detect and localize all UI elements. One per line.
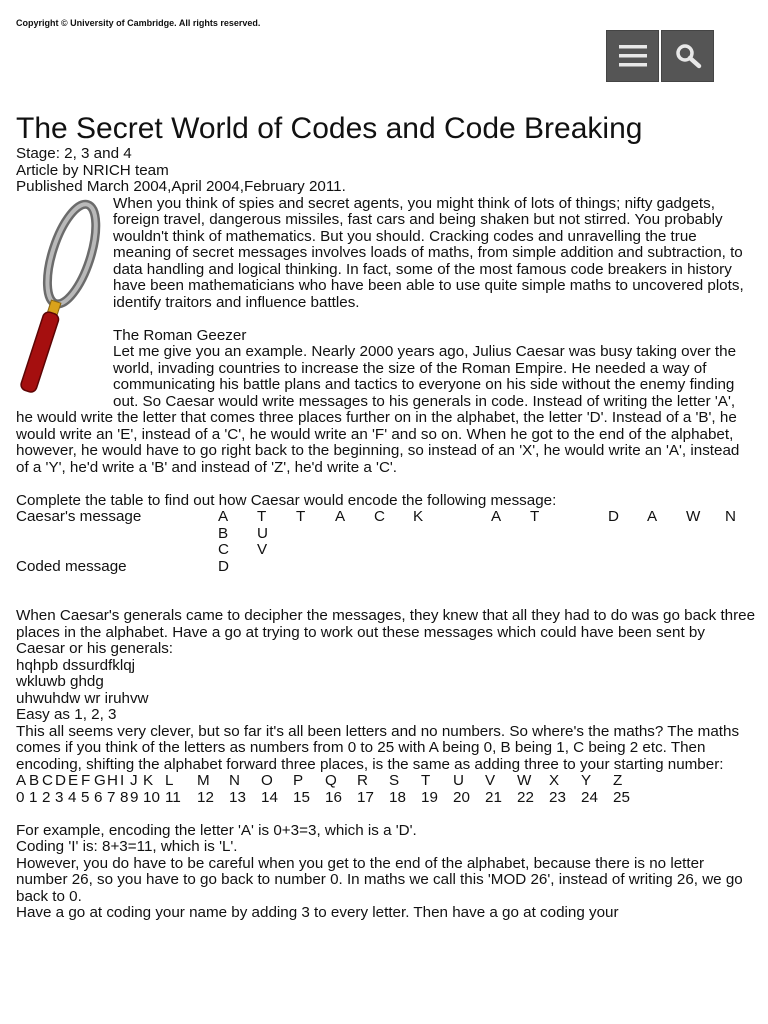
- alphabet-letter: L: [165, 772, 174, 789]
- letter-cell: U: [257, 524, 268, 542]
- author-info: Article by NRICH team: [16, 161, 169, 179]
- table-row: [16, 542, 746, 559]
- message-letters: [218, 509, 746, 526]
- alphabet-number: 13: [229, 788, 246, 806]
- alphabet-number: 6: [94, 788, 103, 806]
- alphabet-letter: M: [197, 772, 210, 789]
- alphabet-number: 0: [16, 788, 25, 806]
- roman-paragraph: Let me give you an example. Nearly 2000 years ago, Julius Caesar was busy taking over the world, invading countries to increase the size of the Roman Empire. He needed a way of communicating his battle plans and tactics to everyone on his side without the enemy finding out. So Caesar would write messages to his generals in code. Instead of writing the letter 'A', he would write the letter that comes three places further on in the alphabet, the letter 'D'. Instead of a 'B', he would write an 'E', instead of a 'C', he would write an 'F' and so on. When he got to the end of the alphabet, however, he would have to go right back to the beginning, so instead of an 'X', he would write an 'A', instead of a 'Y', he'd write a 'B' and instead of 'Z', he'd write a 'C'.: [16, 343, 740, 476]
- alphabet-letter: Q: [325, 772, 337, 789]
- search-icon: [674, 42, 702, 70]
- alphabet-number: 17: [357, 788, 374, 806]
- alphabet-letter: I: [120, 772, 125, 789]
- alphabet-row: [16, 773, 756, 790]
- alphabet-letter: N: [229, 772, 240, 789]
- letter-cell: T: [296, 508, 306, 525]
- alphabet-number: 11: [165, 788, 181, 806]
- menu-icon: [618, 43, 648, 69]
- alphabet-number: 14: [261, 788, 278, 806]
- letter-cell: A: [647, 508, 658, 525]
- alphabet-letter: B: [29, 772, 40, 789]
- alphabet-number: 7: [107, 788, 116, 806]
- alphabet-number: 4: [68, 788, 77, 806]
- alphabet-number: 5: [81, 788, 90, 806]
- letter-cell: D: [608, 508, 619, 525]
- example-encoding-a: For example, encoding the letter 'A' is 0+3=3, which is a 'D'.: [16, 821, 417, 839]
- letter-cell: B: [218, 524, 229, 542]
- alphabet-letter: C: [42, 772, 53, 789]
- decipher-paragraph: When Caesar's generals came to decipher the messages, they knew that all they had to do was go back three places in the alphabet. Have a go at trying to work out these messages which could have been sent by Caesar or his generals:: [16, 607, 756, 657]
- alphabet-number: 19: [421, 788, 438, 806]
- table-row: [16, 559, 746, 576]
- intro-paragraph: When you think of spies and secret agents, you might think of lots of things; nifty gadgets, foreign travel, dangerous missiles, fast cars and being shaken but not stirred. You probably wouldn't think of mathematics. But you should. Cracking codes and unravelling the true meaning of secret messages involves loads of maths, from simple addition and subtraction, to data handling and logical thinking. In fact, some of the most famous code breakers in history have been mathematicians who have been able to use quite simple maths to uncovered plots, identify traitors and influence battles.: [113, 194, 744, 311]
- alphabet-letter: H: [107, 772, 118, 789]
- alphabet-number: 18: [389, 788, 406, 806]
- alphabet-letter: Y: [581, 772, 592, 789]
- article-meta: [16, 146, 756, 196]
- alphabet-letter: W: [517, 772, 532, 789]
- alphabet-letter: P: [293, 772, 304, 789]
- magnifying-glass-image: [16, 196, 108, 406]
- alphabet-letter: O: [261, 772, 273, 789]
- letter-cell: T: [530, 508, 540, 525]
- caesar-table: [16, 509, 746, 575]
- copyright-notice: Copyright © University of Cambridge. All rights reserved.: [16, 18, 261, 28]
- letter-cell: A: [218, 508, 229, 525]
- letter-cell: C: [374, 508, 385, 525]
- mod-paragraph: However, you do have to be careful when you get to the end of the alphabet, because there is no letter number 26, so you have to go back to number 0. In maths we call this 'MOD 26', instead of writing 26, we go back to 0.: [16, 854, 743, 905]
- alphabet-number: 9: [130, 788, 139, 806]
- alphabet-letter: T: [421, 772, 431, 789]
- alphabet-number: 10: [143, 788, 160, 806]
- alphabet-letter: J: [130, 772, 138, 789]
- alphabet-number: 23: [549, 788, 566, 806]
- letter-cell: W: [686, 508, 701, 525]
- row-label: Caesar's message: [16, 508, 142, 525]
- alphabet-letter: X: [549, 772, 560, 789]
- alphabet-letter: F: [81, 772, 91, 789]
- coded-message: wkluwb ghdg: [16, 673, 104, 690]
- alphabet-letter: V: [485, 772, 496, 789]
- letter-cell: N: [725, 508, 736, 525]
- alphabet-letter: K: [143, 772, 154, 789]
- alphabet-number: 1: [29, 788, 38, 806]
- alphabet-letter: Z: [613, 772, 623, 789]
- article-body: [16, 196, 756, 922]
- alphabet-letter: R: [357, 772, 368, 789]
- example-encoding-i: Coding 'I' is: 8+3=11, which is 'L'.: [16, 838, 238, 855]
- alphabet-number: 2: [42, 788, 51, 806]
- search-button[interactable]: [661, 30, 714, 82]
- coded-message: uhwuhdw wr iruhvw: [16, 689, 149, 707]
- easy-paragraph: This all seems very clever, but so far it's all been letters and no numbers. So where's the maths? The maths comes if you think of the letters as numbers from 0 to 25 with A being 0, B being 1, C being 2 etc. Then encoding, shifting the alphabet forward three places, is the same as adding three to your starting number:: [16, 722, 740, 773]
- letter-cell: T: [257, 508, 267, 525]
- alphabet-number: 8: [120, 788, 129, 806]
- alphabet-letter: A: [16, 772, 27, 789]
- menu-button[interactable]: [606, 30, 659, 82]
- alphabet-number: 22: [517, 788, 534, 806]
- coded-message: hqhpb dssurdfklqj: [16, 656, 136, 674]
- letter-cell: C: [218, 541, 229, 558]
- top-nav-buttons: [606, 30, 714, 82]
- alphabet-number: 20: [453, 788, 470, 806]
- table-row: [16, 526, 746, 543]
- table-row: [16, 509, 746, 526]
- section-heading: The Roman Geezer: [113, 326, 247, 344]
- published-info: Published March 2004,April 2004,February 2011.: [16, 178, 346, 195]
- alphabet-number: 15: [293, 788, 310, 806]
- alphabet-letter: U: [453, 772, 464, 789]
- letter-cell: A: [335, 508, 346, 525]
- letter-cell: A: [491, 508, 502, 525]
- alphabet-number: 12: [197, 788, 214, 806]
- alphabet-number: 21: [485, 788, 502, 806]
- alphabet-number: 25: [613, 788, 630, 806]
- article-content: [16, 112, 756, 922]
- number-row: [16, 790, 756, 807]
- last-paragraph: Have a go at coding your name by adding 3 to every letter. Then have a go at coding your: [16, 904, 619, 921]
- row-label: Coded message: [16, 557, 127, 575]
- letter-cell: K: [413, 508, 424, 525]
- letter-cell: D: [218, 557, 229, 575]
- alphabet-number: 3: [55, 788, 64, 806]
- alphabet-letter: D: [55, 772, 66, 789]
- easy-heading: Easy as 1, 2, 3: [16, 706, 117, 723]
- alphabet-number: 16: [325, 788, 342, 806]
- letter-cell: V: [257, 541, 268, 558]
- stage-info: Stage: 2, 3 and 4: [16, 145, 132, 162]
- page-title: The Secret World of Codes and Code Breaking: [16, 112, 643, 145]
- alphabet-number: 24: [581, 788, 598, 806]
- alphabet-letter: E: [68, 772, 79, 789]
- alphabet-letter: S: [389, 772, 400, 789]
- alphabet-letter: G: [94, 772, 106, 789]
- table-intro: Complete the table to find out how Caesar would encode the following message:: [16, 491, 557, 509]
